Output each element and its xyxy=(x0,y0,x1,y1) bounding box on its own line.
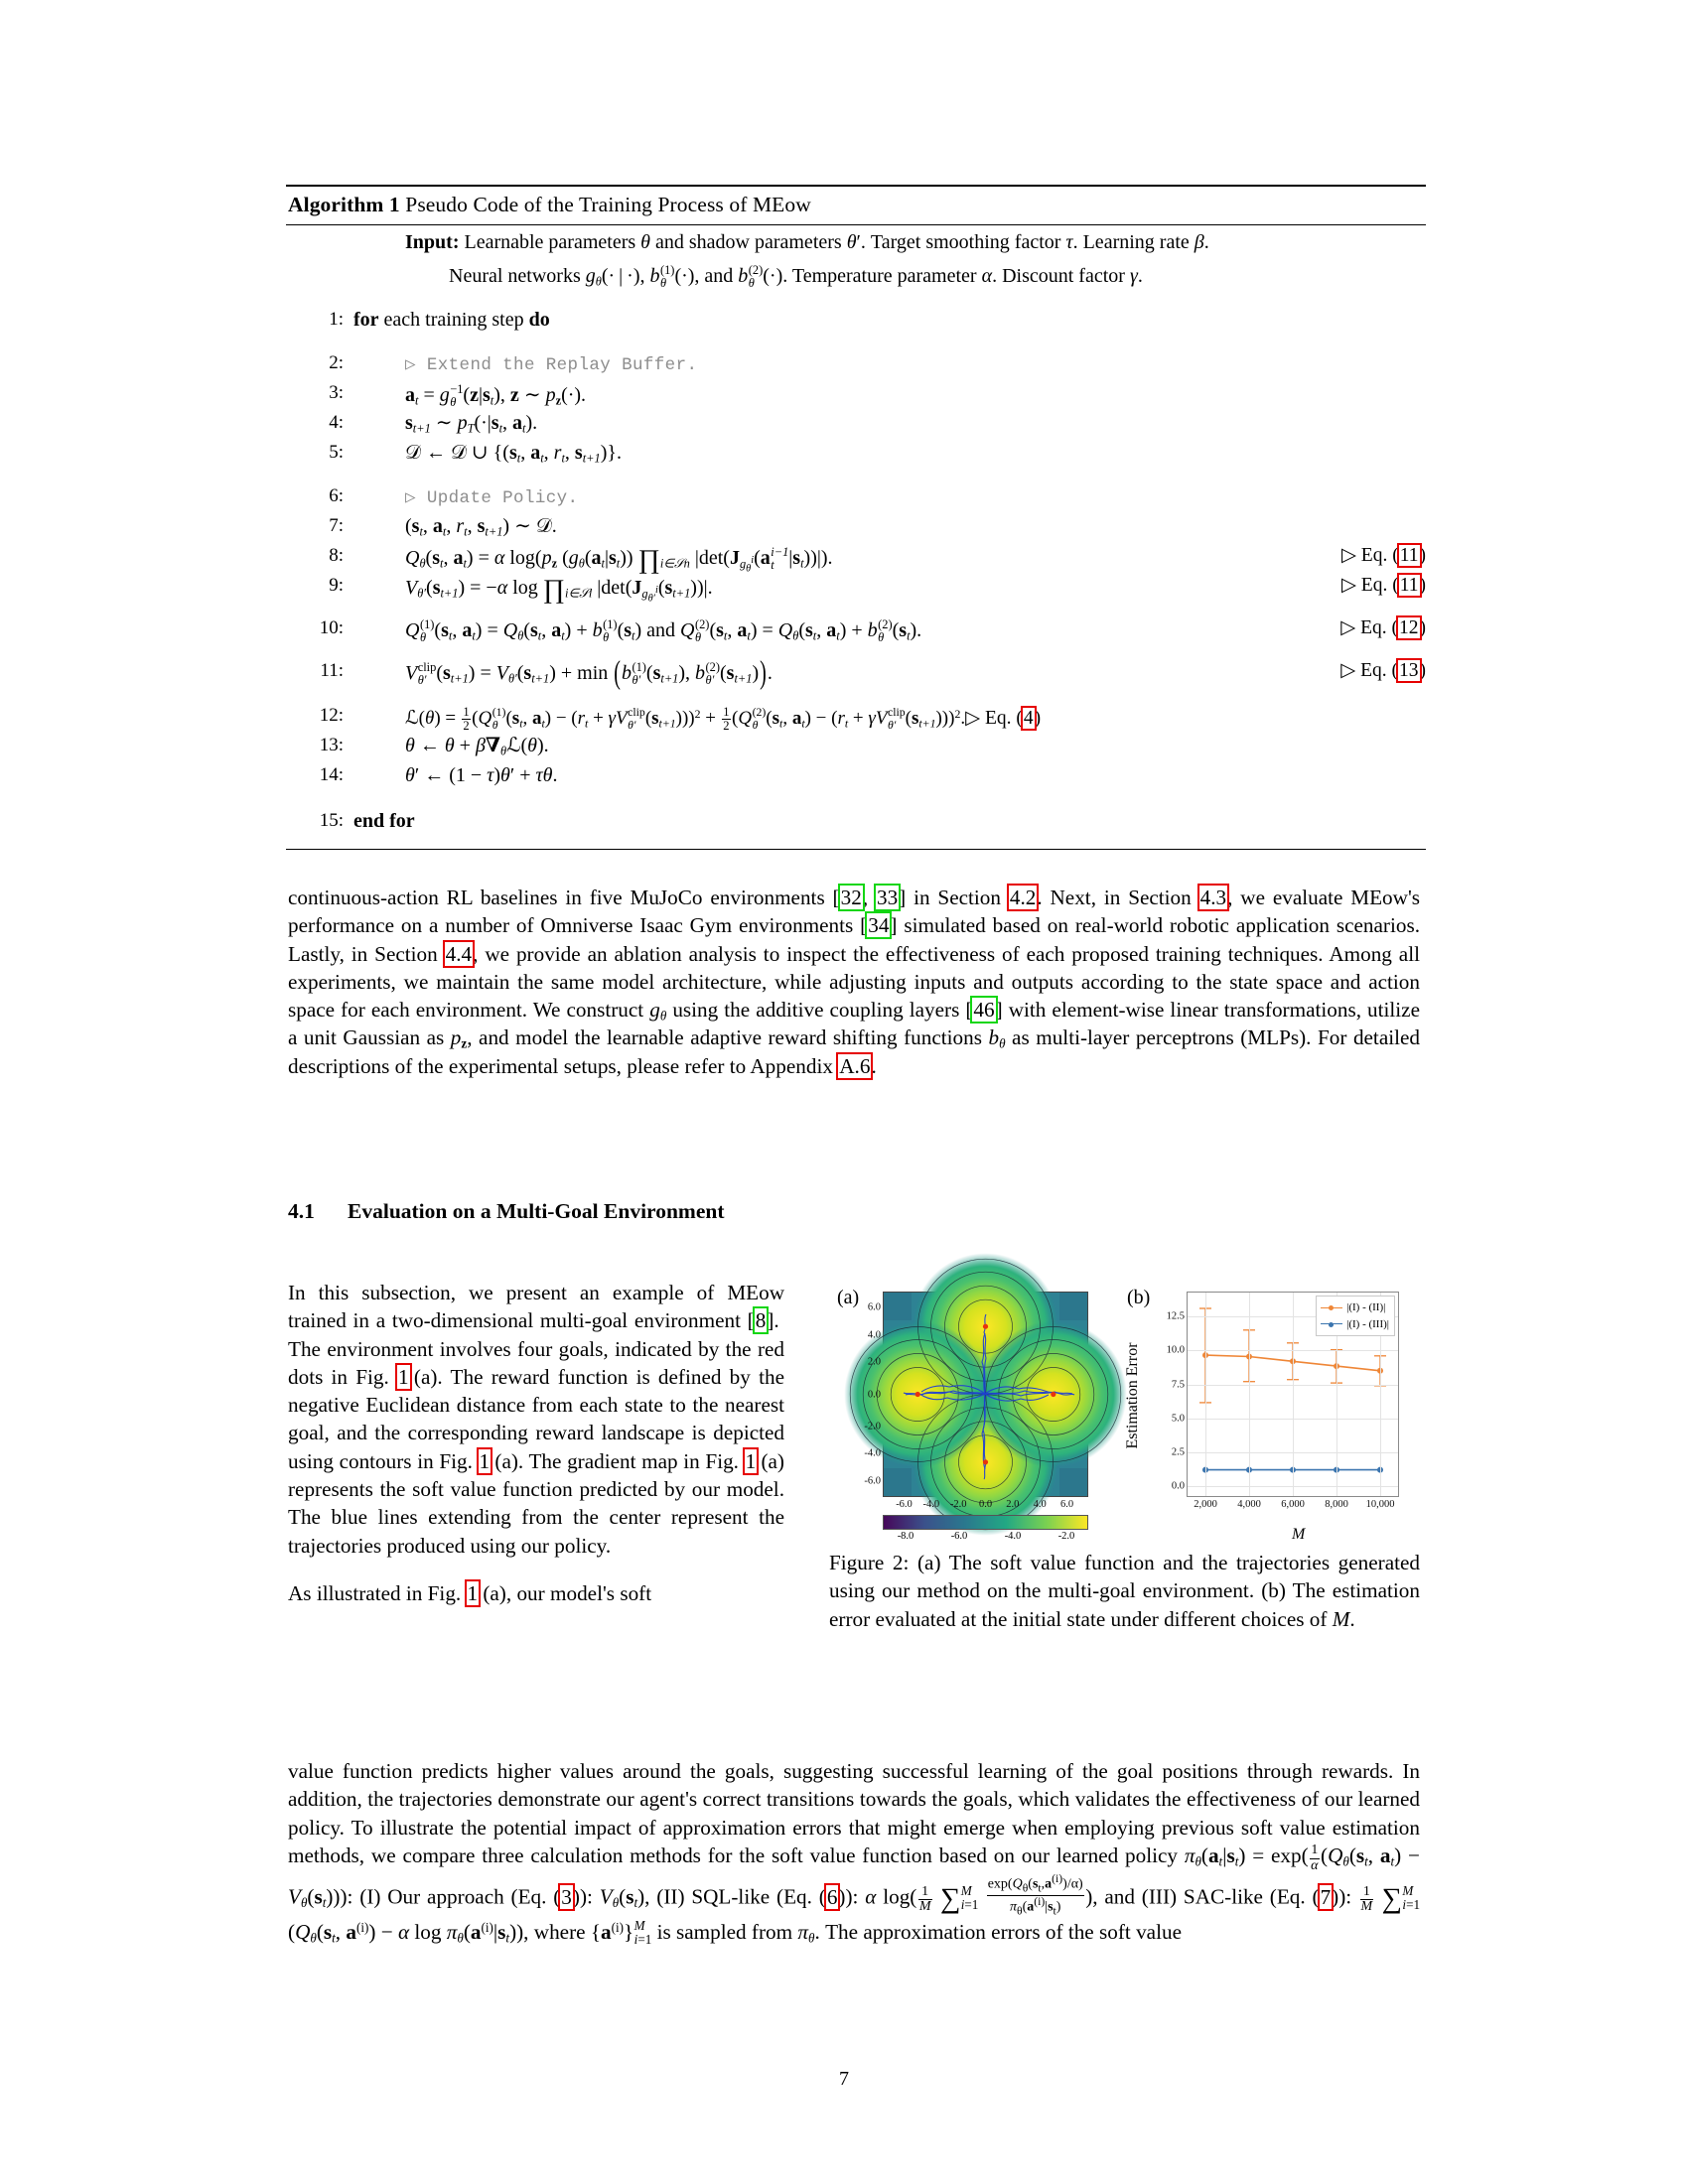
chart-legend xyxy=(1316,1296,1395,1336)
y-tick-label: 2.5 xyxy=(1171,1446,1185,1458)
left-paragraph-1: In this subsection, we present an example of MEow trained in a two-dimensional multi-goal environment [8]. The environment involves four goals, indicated by the red dots in Fig. 1 (a). The reward function is defined by the negative Euclidean distance from each state to the nearest goal, and the corresponding reward landscape is depicted using contours in Fig. 1 (a). The gradient map in Fig. 1 (a) represents the soft value function predicted by our model. The blue lines extending from the center represent the trajectories produced using our policy. xyxy=(288,1281,784,1558)
x-tick-label: 10,000 xyxy=(1365,1499,1395,1510)
section-ref[interactable]: 4.3 xyxy=(1199,886,1227,909)
algorithm-line xyxy=(286,654,1426,692)
gridline xyxy=(1293,1293,1294,1496)
line-number: 12: xyxy=(319,705,344,726)
colorbar-tick: -4.0 xyxy=(1004,1531,1022,1542)
input-label: Input: xyxy=(405,231,460,253)
citation-ref[interactable]: 8 xyxy=(755,1308,767,1333)
x-tick-label: 6.0 xyxy=(1059,1499,1074,1510)
algorithm-title xyxy=(286,187,1426,224)
colorbar-tick: -2.0 xyxy=(1057,1531,1075,1542)
y-tick-label: -4.0 xyxy=(864,1447,881,1459)
section-ref[interactable]: 4.2 xyxy=(1009,886,1037,909)
citation-ref[interactable]: 34 xyxy=(868,913,890,938)
line-body: $a_t = g-1$ θ $(z|s_t)$, z ∼ $p_z(\cdot)$. xyxy=(405,382,587,409)
eq-ref[interactable]: 6 xyxy=(826,1884,838,1909)
colorbar-tick: -6.0 xyxy=(950,1531,968,1542)
algorithm-input-text-2: Neural networks $g_\theta(\cdot$ | ·), b(1) θ (·), and b(2) θ (·). Temperature parameter α. Discount factor γ. xyxy=(449,263,1143,290)
line-number: 15: xyxy=(319,810,344,831)
x-tick-label: 0.0 xyxy=(978,1499,993,1510)
page-number: 7 xyxy=(839,2068,849,2090)
y-tick-label: 0.0 xyxy=(1171,1480,1185,1492)
algorithm-body xyxy=(286,225,1426,849)
algorithm-line xyxy=(286,765,1426,795)
section-title: Evaluation on a Multi-Goal Environment xyxy=(348,1199,725,1223)
x-tick-label: -6.0 xyxy=(896,1499,913,1510)
eq-number-badge[interactable]: 11 xyxy=(1399,575,1419,596)
figure-2b-label: (b) xyxy=(1127,1287,1151,1308)
algorithm-title-label: Algorithm 1 xyxy=(288,193,400,216)
eq-reference: ▷ Eq. (11) xyxy=(1340,575,1426,596)
left-paragraph-2: As illustrated in Fig. 1 (a), our model's soft xyxy=(288,1580,652,1605)
figure-ref[interactable]: 1 xyxy=(479,1448,491,1473)
y-tick-label: 2.0 xyxy=(867,1356,881,1368)
contour-plot-area xyxy=(864,1292,1088,1510)
comment-extend-replay-buffer: ▷ Extend the Replay Buffer. xyxy=(405,355,698,375)
y-tick-label: 10.0 xyxy=(1166,1344,1185,1356)
figure-caption: Figure 2: (a) The soft value function and the trajectories generated using our method on the multi-goal environment. (b) The estimation error evaluated at the initial state under different choices of M. xyxy=(829,1551,1420,1631)
intro-paragraph: continuous-action RL baselines in five MuJoCo environments [32, 33] in Section 4.2. Next, in Section 4.3, we evaluate MEow's performance on a number of Omniverse Isaac Gym environments [34] simulated based on real-world robotic application scenarios. Lastly, in Section 4.4, we provide an ablation analysis to inspect the effectiveness of each proposed training techniques. Among all experiments, we maintain the same model architecture, while adjusting inputs and outputs according to the state space and action space for each environment. We construct $g_\theta$ using the additive coupling layers [46] with element-wise linear transformations, utilize a unit Gaussian as $p_z$, and model the learnable adaptive reward shifting functions $b_\theta$ as multi-layer perceptrons (MLPs). For detailed descriptions of the experimental setups, please refer to Appendix A.6. xyxy=(288,886,1421,1078)
eq-number-badge[interactable]: 13 xyxy=(1399,660,1419,681)
x-tick-label: -2.0 xyxy=(949,1499,967,1510)
x-tick-label: 4.0 xyxy=(1033,1499,1047,1510)
y-tick-label: -2.0 xyxy=(864,1421,881,1433)
line-number: 4: xyxy=(329,412,344,433)
line-number: 10: xyxy=(319,617,344,638)
colorbar xyxy=(883,1515,1088,1542)
legend-swatch-orange xyxy=(1321,1307,1342,1308)
line-number: 2: xyxy=(329,352,344,373)
comment-update-policy: ▷ Update Policy. xyxy=(405,488,579,508)
legend-label: |(I) - (II)| xyxy=(1346,1301,1386,1313)
line-body: $s_{t+1}$ ∼ $p_T(\cdot|s_t$, $a_t$). xyxy=(405,412,538,436)
algorithm-bottom-rule xyxy=(286,849,1426,850)
bottom-paragraph: value function predicts higher values around the goals, suggesting successful learning of the goal positions through rewards. In addition, the trajectories demonstrate our agent's correct transitions towards the goals, which validates the effectiveness of our learned policy. To illustrate the potential impact of approximation errors that might emerge when employing previous soft value estimation methods, we compare three calculation methods for the soft value function based on our learned policy $\pi_\theta(a_t|s_t) = \exp$( $\frac{1}{\alpha}$ ($Q_\theta(s_t$, $a_t) - V_\theta(s_t)$)): (I) Our approach (Eq. (3)): $V_\theta(s_t)$, (II) SQL-like (Eq. (6)): α log( $\frac{1}{M}$ ∑M i=1 $\frac{\exp(Q_\theta(s_t,a^{(i)})/\alpha)}{\pi_\theta(a^{(i)}|s_t)}$ ), and (III) SAC-like (Eq. (7)): $\frac{1}{M}$ ∑M i=1 ($Q_\theta(s_t$, $a^{(i)}) - \alpha$ $\log \pi_\theta(a^{(i)}|s_t)$), where $\{a^{(i)}\}M$ i=1 is sampled from $\pi_\theta$. The approximation errors of the soft value xyxy=(288,1759,1421,1947)
figure-2 xyxy=(829,1279,1420,1543)
contour-plot-svg xyxy=(884,1293,1087,1496)
eq-ref[interactable]: 7 xyxy=(1320,1884,1332,1909)
y-tick-label: 0.0 xyxy=(867,1389,881,1400)
right-column-figures xyxy=(829,1279,1420,1633)
legend-label: |(I) - (III)| xyxy=(1346,1317,1389,1330)
eq-number-badge[interactable]: 12 xyxy=(1399,617,1419,638)
line-body: ($s_t$, $a_t$, $r_t$, $s_{t+1}$) ∼ 𝒟. xyxy=(405,515,557,539)
line-body: end for xyxy=(353,810,415,832)
y-tick-label: 12.5 xyxy=(1166,1310,1185,1322)
line-body: for each training step do xyxy=(353,309,550,331)
algorithm-line xyxy=(286,443,1426,473)
line-body: $V_{\theta'}(s_{t+1}) = -\alpha$ $\log \prod_{i\in 𝒮l}$ $|\det(J_{g_{\theta'}^i}(s_{t+1}))|$. ▷ Eq. (11) xyxy=(405,574,1426,605)
line-number: 6: xyxy=(329,485,344,506)
legend-swatch-blue xyxy=(1321,1323,1342,1324)
line-number: 7: xyxy=(329,515,344,536)
line-body xyxy=(353,486,1426,508)
eq-reference: ▷ Eq. (11) xyxy=(1340,545,1426,566)
figure-ref[interactable]: 1 xyxy=(745,1448,757,1473)
line-number: 3: xyxy=(329,382,344,403)
legend-item xyxy=(1321,1299,1389,1316)
algorithm-line xyxy=(286,811,1426,841)
eq-reference: ▷ Eq. (13) xyxy=(1340,660,1426,681)
x-tick-label: 6,000 xyxy=(1281,1499,1305,1510)
line-body: $Q_\theta(s_t$, $a_t) = \alpha$ $\log(p_z$ $(g_\theta(a_t|s_t))$ $\prod_{i\in 𝒮n}$ $|\det(J_{g_\theta^i}(ai-1$ t $|s_t))|$). ▷ Eq. (11) xyxy=(405,544,1426,575)
x-tick-label: -4.0 xyxy=(922,1499,940,1510)
section-number: 4.1 xyxy=(288,1199,315,1223)
line-number: 1: xyxy=(329,309,344,330)
line-number: 13: xyxy=(319,735,344,755)
line-body: Q(1) θ ($s_t$, $a_t) = Q_\theta(s_t$, $a_t) + b(1)$ θ $(s_t)$ and Q(2) θ ($s_t$, $a_t) = Q_\theta(s_t$, $a_t) + b(2)$ θ $(s_t)$. ▷ Eq. (12) xyxy=(405,617,1426,644)
algorithm-title-text: Pseudo Code of the Training Process of MEow xyxy=(399,193,811,216)
line-number: 9: xyxy=(329,575,344,596)
gridline xyxy=(1205,1293,1206,1496)
line-number: 14: xyxy=(319,764,344,785)
y-tick-label: -6.0 xyxy=(864,1475,881,1487)
citation-ref[interactable]: 46 xyxy=(973,998,995,1023)
line-body: ℒ(θ) = $\frac{1}{2}$ (Q(1) θ ($s_t$, $a_t) - (r_t$ + γVclip θ′ $(s_{t+1})))^2$ + $\frac{1}{2}$ (Q(2) θ ($s_t$, $a_t) - (r_t$ + γVclip θ′ $(s_{t+1})))^2.▷$ Eq. (4) xyxy=(405,705,1042,734)
x-tick-label: 2.0 xyxy=(1006,1499,1020,1510)
eq-number-badge[interactable]: 11 xyxy=(1399,545,1419,566)
section-heading xyxy=(288,1199,724,1224)
algorithm-line xyxy=(286,736,1426,765)
line-body: θ′ ← (1 − τ)θ′ + τθ. xyxy=(405,764,558,786)
algorithm-input-line-2 xyxy=(286,264,1426,298)
algorithm-block xyxy=(286,185,1426,850)
y-tick-label: 5.0 xyxy=(1171,1413,1185,1425)
algorithm-line xyxy=(286,353,1426,383)
y-tick-label: 6.0 xyxy=(867,1301,881,1313)
line-body: θ ← $\theta + \beta\nabla_\theta ℒ(\theta)$. xyxy=(405,735,549,758)
algorithm-line xyxy=(286,413,1426,443)
line-number: 11: xyxy=(320,660,344,681)
line-number: 8: xyxy=(329,545,344,566)
algorithm-line xyxy=(286,310,1426,340)
legend-item xyxy=(1321,1316,1389,1333)
algorithm-line xyxy=(286,486,1426,516)
eq-reference: ▷ Eq. (12) xyxy=(1340,617,1426,638)
y-axis-label: Estimation Error xyxy=(1124,1342,1141,1449)
left-column-text xyxy=(288,1279,784,1607)
x-axis-label: M xyxy=(1292,1526,1306,1543)
algorithm-input-line-1 xyxy=(286,232,1426,264)
algorithm-line xyxy=(286,383,1426,413)
x-tick-label: 2,000 xyxy=(1194,1499,1217,1510)
figure-ref[interactable]: 1 xyxy=(398,1364,409,1389)
line-body xyxy=(353,353,1426,375)
gridline xyxy=(1249,1293,1250,1496)
colorbar-tick: -8.0 xyxy=(897,1531,914,1542)
citation-ref[interactable]: 32 xyxy=(840,886,862,909)
line-number: 5: xyxy=(329,442,344,463)
algorithm-line xyxy=(286,706,1426,736)
line-body: Vclip θ′ $(s_{t+1}) = V_{\theta'}(s_{t+1}) + \min (b(1)$ θ′ $(s_{t+1})$, b(2) θ′ $(s_{t+1})$). ▷ Eq. (13) xyxy=(405,654,1426,692)
algorithm-line xyxy=(286,516,1426,546)
algorithm-line xyxy=(286,546,1426,576)
section-ref[interactable]: A.6 xyxy=(839,1053,871,1078)
x-tick-label: 4,000 xyxy=(1237,1499,1261,1510)
figure-ref[interactable]: 1 xyxy=(467,1580,479,1605)
eq-ref[interactable]: 3 xyxy=(561,1884,572,1909)
section-ref[interactable]: 4.4 xyxy=(445,941,473,966)
figure-2a-label: (a) xyxy=(837,1287,860,1308)
algorithm-line xyxy=(286,576,1426,606)
x-tick-label: 8,000 xyxy=(1325,1499,1348,1510)
y-tick-label: 7.5 xyxy=(1171,1379,1185,1390)
y-tick-label: 4.0 xyxy=(867,1329,881,1341)
algorithm-input-text-1: Input: Learnable parameters θ and shadow parameters θ′. Target smoothing factor τ. Learning rate β. xyxy=(405,231,1209,253)
algorithm-line xyxy=(286,618,1426,648)
line-body: 𝒟 ← 𝒟 ∪ {($s_t$, $a_t$, $r_t$, $s_{t+1}$)}. xyxy=(405,442,622,466)
line-plot-area xyxy=(1166,1292,1399,1510)
citation-ref[interactable]: 33 xyxy=(876,886,899,909)
eq-number-badge[interactable]: 4 xyxy=(1023,708,1034,730)
